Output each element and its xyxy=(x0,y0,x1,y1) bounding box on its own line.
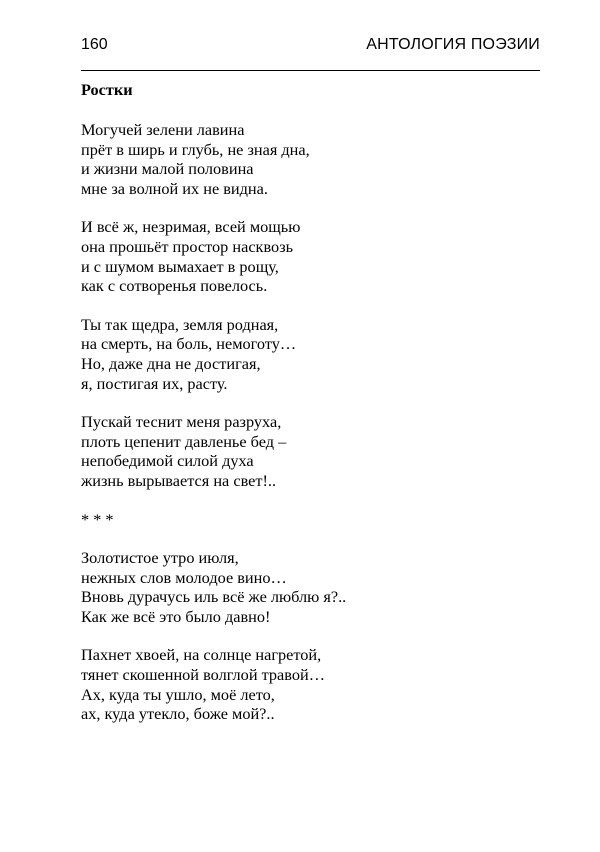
verse-line: тянет скошенной волглой травой… xyxy=(81,665,325,685)
verse-line: на смерть, на боль, немоготу… xyxy=(81,334,297,354)
stanza xyxy=(81,217,540,295)
stanza xyxy=(81,548,540,626)
verse-line: нежных слов молодое вино… xyxy=(81,567,287,587)
page-number: 160 xyxy=(81,36,108,53)
verse-line: Золотистое утро июля, xyxy=(81,548,239,568)
page-header xyxy=(81,36,540,58)
stanza xyxy=(81,315,540,393)
verse-line: ах, куда утекло, боже мой?.. xyxy=(81,704,275,724)
poem-title-asterisks xyxy=(81,510,540,530)
verse-line: И всё ж, незримая, всей мощью xyxy=(81,217,301,237)
verse-line: Вновь дурачусь иль всё же люблю я?.. xyxy=(81,587,347,607)
verse-line: Как же всё это было давно! xyxy=(81,606,271,626)
verse-line: Пускай теснит меня разруха, xyxy=(81,412,282,432)
verse-line: Ах, куда ты ушло, моё лето, xyxy=(81,684,275,704)
header-rule xyxy=(81,70,540,71)
stanza xyxy=(81,120,540,198)
verse-line: как с сотворенья повелось. xyxy=(81,276,268,296)
verse-line: и с шумом вымахает в рощу, xyxy=(81,256,279,276)
verse-line: Пахнет хвоей, на солнце нагретой, xyxy=(81,645,322,665)
poem-title: Ростки xyxy=(81,80,133,99)
verse-line: она прошьёт простор насквозь xyxy=(81,236,294,256)
page-content xyxy=(81,80,540,724)
verse-line: плоть цепенит давленье бед – xyxy=(81,431,287,451)
verse-line: Ты так щедра, земля родная, xyxy=(81,314,279,334)
verse-line: прёт в ширь и глубь, не зная дна, xyxy=(81,139,310,159)
verse-line: и жизни малой половина xyxy=(81,159,254,179)
verse-line: Но, даже дна не достигая, xyxy=(81,353,261,373)
verse-line: Могучей зелени лавина xyxy=(81,120,245,139)
verse-line: я, постигая их, расту. xyxy=(81,373,228,393)
verse-line: непобедимой силой духа xyxy=(81,451,254,471)
verse-line: мне за волной их не видна. xyxy=(81,178,268,198)
verse-line: жизнь вырывается на свет!.. xyxy=(81,470,277,490)
asterism: * * * xyxy=(81,509,114,529)
running-title: АНТОЛОГИЯ ПОЭЗИИ xyxy=(366,36,540,53)
stanza xyxy=(81,645,540,723)
stanza xyxy=(81,412,540,490)
